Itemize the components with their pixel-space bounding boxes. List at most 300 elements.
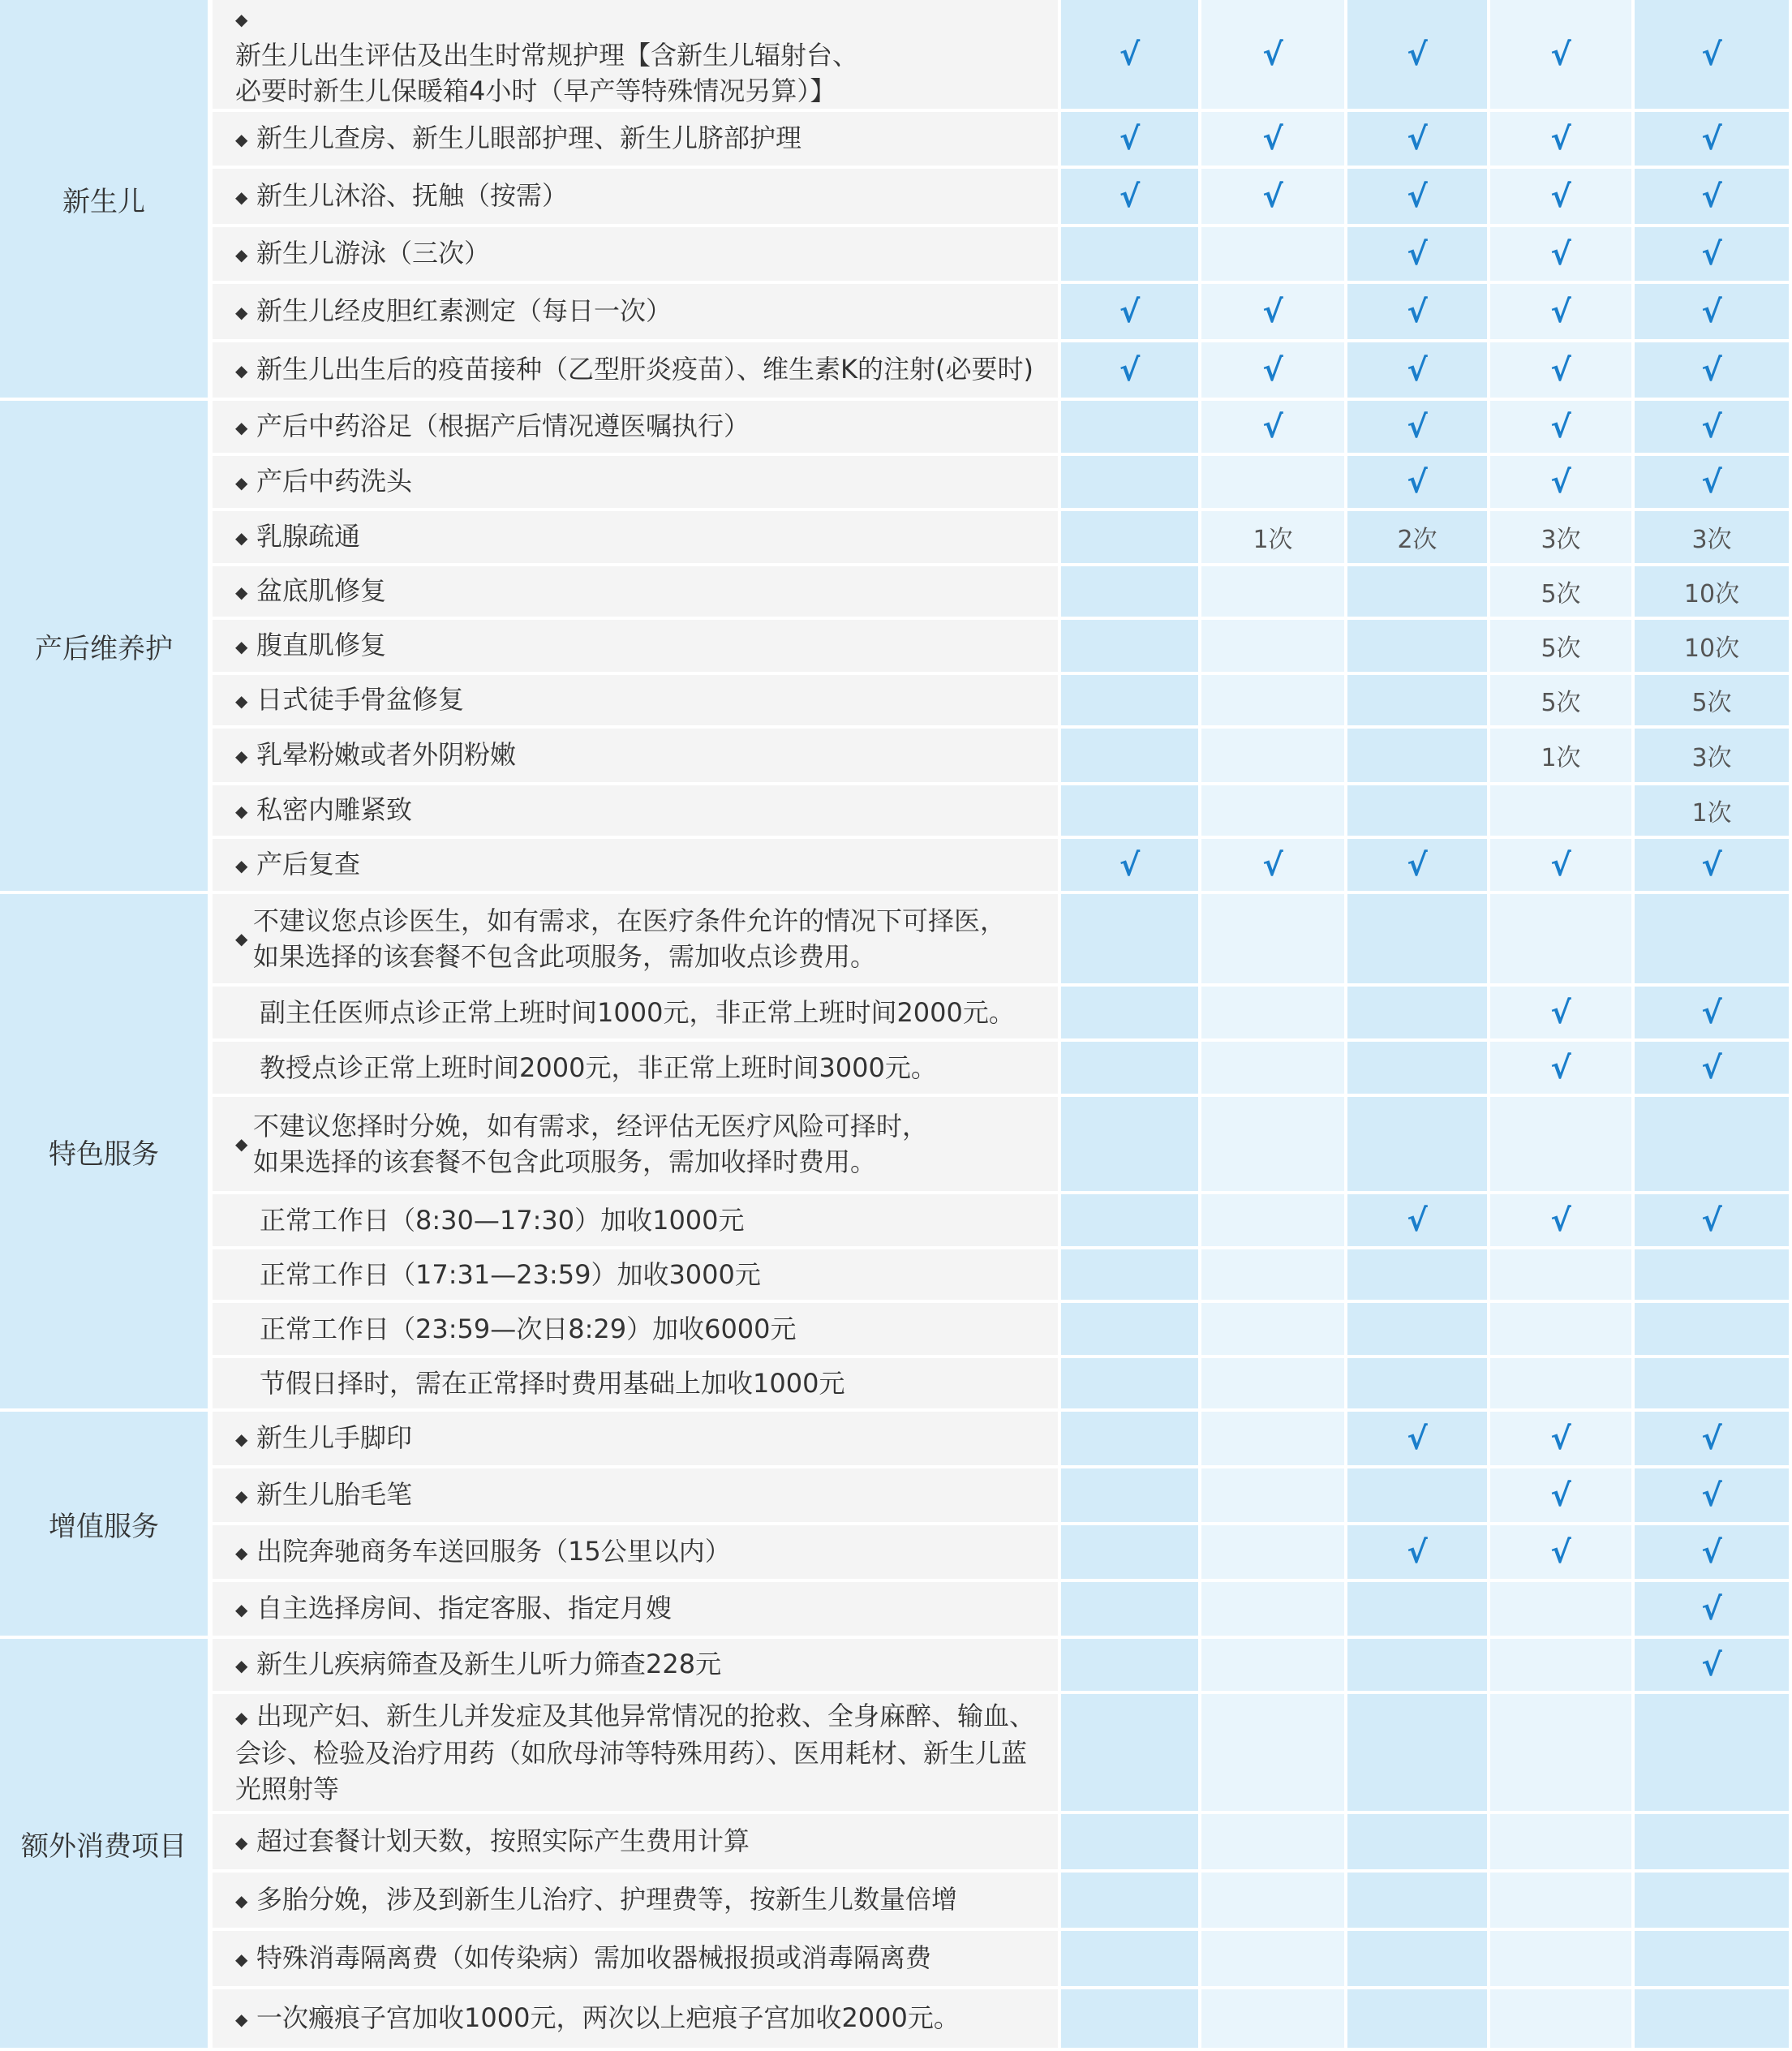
description-line: 产后中药洗头 — [256, 466, 413, 497]
description-line: 正常工作日（23:59—次日8:29）加收6000元 — [260, 1314, 797, 1344]
package-2-cell — [1201, 785, 1347, 839]
package-1-cell — [1061, 620, 1201, 675]
checkmark-icon: √ — [1262, 352, 1283, 388]
package-2-cell — [1201, 1468, 1347, 1525]
table-row — [0, 1468, 1792, 1525]
description-line: 新生儿出生后的疫苗接种（乙型肝炎疫苗）、维生素K的注射(必要时) — [256, 354, 1034, 385]
package-3-cell — [1347, 169, 1490, 227]
diamond-bullet-icon: ◆ — [235, 418, 248, 437]
description-line: 新生儿沐浴、抚触（按需） — [256, 180, 569, 211]
package-4-cell — [1490, 1194, 1635, 1249]
package-2-cell — [1201, 1989, 1347, 2051]
description-line: 不建议您点诊医生，如有需求，在医疗条件允许的情况下可择医， — [253, 905, 1007, 936]
package-2-cell — [1201, 1814, 1347, 1873]
package-4-cell — [1490, 1468, 1635, 1525]
checkmark-icon: √ — [1407, 178, 1428, 214]
table-row — [0, 1194, 1792, 1249]
diamond-bullet-icon: ◆ — [235, 856, 248, 875]
count-value: 2次 — [1397, 526, 1437, 554]
package-2-cell — [1201, 284, 1347, 342]
package-4-cell — [1490, 1042, 1635, 1097]
package-5-cell — [1635, 227, 1792, 284]
package-5-cell — [1635, 1525, 1792, 1582]
package-5-cell — [1635, 1582, 1792, 1639]
package-2-cell — [1201, 987, 1347, 1042]
checkmark-icon: √ — [1407, 37, 1428, 72]
package-4-cell — [1490, 1814, 1635, 1873]
package-3-cell — [1347, 1989, 1490, 2051]
package-4-cell — [1490, 342, 1635, 401]
table-row — [0, 227, 1792, 284]
table-row — [0, 0, 1792, 112]
package-1-cell — [1061, 1468, 1201, 1525]
package-2-cell — [1201, 1249, 1347, 1303]
package-2-cell — [1201, 839, 1347, 894]
package-1-cell — [1061, 1525, 1201, 1582]
item-description — [213, 1931, 1061, 1989]
package-4-cell — [1490, 169, 1635, 227]
package-5-cell — [1635, 987, 1792, 1042]
description-line: 新生儿经皮胆红素测定（每日一次） — [256, 295, 673, 326]
package-1-cell — [1061, 1814, 1201, 1873]
description-line: 新生儿疾病筛查及新生儿听力筛查228元 — [256, 1649, 722, 1679]
package-4-cell — [1490, 112, 1635, 169]
package-1-cell — [1061, 987, 1201, 1042]
count-value: 1次 — [1541, 744, 1581, 772]
checkmark-icon: √ — [1701, 1534, 1722, 1570]
table-row — [0, 169, 1792, 227]
package-1-cell — [1061, 1694, 1201, 1814]
item-description — [213, 1582, 1061, 1639]
checkmark-icon: √ — [1407, 1421, 1428, 1456]
package-3-cell — [1347, 1814, 1490, 1873]
description-line: 必要时新生儿保暖箱4小时（早产等特殊情况另算）】 — [235, 75, 836, 106]
package-1-cell — [1061, 112, 1201, 169]
package-1-cell — [1061, 1412, 1201, 1468]
checkmark-icon: √ — [1262, 178, 1283, 214]
description-line: 新生儿手脚印 — [256, 1422, 413, 1453]
table-row — [0, 987, 1792, 1042]
package-2-cell — [1201, 1412, 1347, 1468]
table-row — [0, 511, 1792, 566]
package-3-cell — [1347, 785, 1490, 839]
package-3-cell — [1347, 1042, 1490, 1097]
description-line: 产后复查 — [256, 849, 361, 879]
item-description — [213, 620, 1061, 675]
item-description — [213, 566, 1061, 620]
package-2-cell — [1201, 1582, 1347, 1639]
diamond-bullet-icon: ◆ — [235, 746, 248, 766]
table-row — [0, 284, 1792, 342]
count-value: 3次 — [1541, 526, 1581, 554]
item-description — [213, 1525, 1061, 1582]
checkmark-icon: √ — [1407, 409, 1428, 445]
item-description — [213, 1412, 1061, 1468]
description-line: 副主任医师点诊正常上班时间1000元，非正常上班时间2000元。 — [260, 997, 1015, 1028]
description-line: 新生儿游泳（三次） — [256, 238, 491, 269]
package-2-cell — [1201, 1931, 1347, 1989]
category-label: 新生儿 — [0, 0, 213, 401]
package-3-cell — [1347, 729, 1490, 785]
package-5-cell — [1635, 1194, 1792, 1249]
package-2-cell — [1201, 620, 1347, 675]
checkmark-icon: √ — [1701, 352, 1722, 388]
diamond-bullet-icon: ◆ — [235, 528, 248, 548]
package-2-cell — [1201, 112, 1347, 169]
item-description — [213, 342, 1061, 401]
item-description — [213, 1097, 1061, 1194]
package-5-cell — [1635, 566, 1792, 620]
table-row — [0, 1525, 1792, 1582]
diamond-bullet-icon: ◆ — [235, 187, 248, 207]
package-5-cell — [1635, 1249, 1792, 1303]
count-value: 3次 — [1691, 744, 1732, 772]
package-5-cell — [1635, 1694, 1792, 1814]
package-1-cell — [1061, 1989, 1201, 2051]
description-line: 正常工作日（17:31—23:59）加收3000元 — [260, 1259, 761, 1290]
diamond-bullet-icon: ◆ — [235, 1833, 248, 1852]
description-line: 产后中药浴足（根据产后情况遵医嘱执行） — [256, 411, 750, 441]
package-2-cell — [1201, 1042, 1347, 1097]
description-line: 如果选择的该套餐不包含此项服务，需加收点诊费用。 — [253, 941, 877, 972]
checkmark-icon: √ — [1407, 1534, 1428, 1570]
package-5-cell — [1635, 1097, 1792, 1194]
package-5-cell — [1635, 620, 1792, 675]
table-row — [0, 1097, 1792, 1194]
package-2-cell — [1201, 566, 1347, 620]
item-description — [213, 729, 1061, 785]
checkmark-icon: √ — [1407, 464, 1428, 500]
checkmark-icon: √ — [1701, 178, 1722, 214]
package-3-cell — [1347, 112, 1490, 169]
checkmark-icon: √ — [1550, 464, 1571, 500]
item-description — [213, 1249, 1061, 1303]
description-line: 正常工作日（8:30—17:30）加收1000元 — [260, 1205, 745, 1236]
package-4-cell — [1490, 456, 1635, 511]
package-1-cell — [1061, 785, 1201, 839]
table-row — [0, 1814, 1792, 1873]
description-line: 节假日择时，需在正常择时费用基础上加收1000元 — [260, 1368, 845, 1399]
count-value: 1次 — [1253, 526, 1293, 554]
table-row — [0, 566, 1792, 620]
package-3-cell — [1347, 1468, 1490, 1525]
package-1-cell — [1061, 1639, 1201, 1694]
count-value: 1次 — [1691, 799, 1732, 828]
item-description — [213, 785, 1061, 839]
package-4-cell — [1490, 1989, 1635, 2051]
description-line: 超过套餐计划天数，按照实际产生费用计算 — [256, 1825, 750, 1856]
package-4-cell — [1490, 284, 1635, 342]
diamond-bullet-icon: ◆ — [235, 10, 248, 29]
table-row — [0, 1582, 1792, 1639]
package-4-cell — [1490, 1358, 1635, 1412]
table-row — [0, 1303, 1792, 1358]
package-4-cell — [1490, 987, 1635, 1042]
diamond-bullet-icon: ◆ — [235, 1656, 248, 1675]
table-row — [0, 1873, 1792, 1931]
package-3-cell — [1347, 1525, 1490, 1582]
diamond-bullet-icon: ◆ — [235, 245, 248, 264]
item-description — [213, 839, 1061, 894]
package-3-cell — [1347, 1303, 1490, 1358]
item-description — [213, 675, 1061, 729]
package-1-cell — [1061, 511, 1201, 566]
diamond-bullet-icon: ◆ — [235, 303, 248, 322]
description-line: 新生儿胎毛笔 — [256, 1479, 413, 1510]
package-3-cell — [1347, 1412, 1490, 1468]
count-value: 10次 — [1683, 580, 1740, 608]
package-3-cell — [1347, 511, 1490, 566]
description-line: 一次瘢痕子宫加收1000元，两次以上疤痕子宫加收2000元。 — [256, 2002, 960, 2033]
description-line: 出院奔驰商务车送回服务（15公里以内） — [256, 1536, 731, 1567]
checkmark-icon: √ — [1262, 409, 1283, 445]
package-1-cell — [1061, 1873, 1201, 1931]
package-4-cell — [1490, 566, 1635, 620]
table-row — [0, 401, 1792, 456]
description-line: 乳晕粉嫩或者外阴粉嫩 — [256, 739, 517, 770]
checkmark-icon: √ — [1701, 847, 1722, 883]
item-description — [213, 401, 1061, 456]
item-description — [213, 987, 1061, 1042]
item-description — [213, 1639, 1061, 1694]
item-description — [213, 894, 1061, 987]
table-row — [0, 1989, 1792, 2051]
package-3-cell — [1347, 456, 1490, 511]
package-1-cell — [1061, 227, 1201, 284]
package-4-cell — [1490, 785, 1635, 839]
package-3-cell — [1347, 1097, 1490, 1194]
diamond-bullet-icon: ◆ — [235, 1486, 248, 1506]
checkmark-icon: √ — [1550, 352, 1571, 388]
item-description — [213, 511, 1061, 566]
package-1-cell — [1061, 401, 1201, 456]
checkmark-icon: √ — [1262, 121, 1283, 157]
diamond-bullet-icon: ◆ — [235, 1891, 248, 1911]
checkmark-icon: √ — [1701, 236, 1722, 272]
diamond-bullet-icon: ◆ — [235, 637, 248, 656]
package-1-cell — [1061, 894, 1201, 987]
package-2-cell — [1201, 1194, 1347, 1249]
package-3-cell — [1347, 1694, 1490, 1814]
package-3-cell — [1347, 1582, 1490, 1639]
checkmark-icon: √ — [1701, 1591, 1722, 1627]
package-3-cell — [1347, 894, 1490, 987]
description-line: 日式徒手骨盆修复 — [256, 684, 465, 715]
checkmark-icon: √ — [1701, 294, 1722, 329]
package-4-cell — [1490, 675, 1635, 729]
package-3-cell — [1347, 987, 1490, 1042]
package-2-cell — [1201, 1525, 1347, 1582]
diamond-bullet-icon: ◆ — [235, 2010, 248, 2029]
table-row — [0, 342, 1792, 401]
category-label: 额外消费项目 — [0, 1639, 213, 2051]
package-2-cell — [1201, 511, 1347, 566]
table-row — [0, 1042, 1792, 1097]
description-text: 出现产妇、新生儿并发症及其他异常情况的抢救、全身麻醉、输血、 — [256, 1701, 1036, 1731]
item-description — [213, 1468, 1061, 1525]
package-3-cell — [1347, 675, 1490, 729]
package-2-cell — [1201, 675, 1347, 729]
package-2-cell — [1201, 729, 1347, 785]
package-4-cell — [1490, 401, 1635, 456]
table-row — [0, 1694, 1792, 1814]
package-4-cell — [1490, 729, 1635, 785]
category-label: 特色服务 — [0, 894, 213, 1412]
category-label: 产后维养护 — [0, 401, 213, 894]
package-1-cell — [1061, 1303, 1201, 1358]
table-row — [0, 456, 1792, 511]
table-row — [0, 1412, 1792, 1468]
description-line: 盆底肌修复 — [256, 575, 387, 606]
package-5-cell — [1635, 1873, 1792, 1931]
count-value: 10次 — [1683, 634, 1740, 663]
checkmark-icon: √ — [1550, 121, 1571, 157]
diamond-bullet-icon: ◆ — [235, 1708, 248, 1727]
diamond-bullet-icon: ◆ — [235, 1134, 248, 1154]
diamond-bullet-icon: ◆ — [235, 583, 248, 602]
package-1-cell — [1061, 342, 1201, 401]
category-label: 增值服务 — [0, 1412, 213, 1639]
package-2-cell — [1201, 1873, 1347, 1931]
diamond-bullet-icon: ◆ — [235, 802, 248, 821]
checkmark-icon: √ — [1407, 294, 1428, 329]
package-3-cell — [1347, 1194, 1490, 1249]
description-line: 多胎分娩，涉及到新生儿治疗、护理费等，按新生儿数量倍增 — [256, 1884, 958, 1915]
checkmark-icon: √ — [1262, 294, 1283, 329]
package-5-cell — [1635, 0, 1792, 112]
count-value: 5次 — [1691, 689, 1732, 717]
checkmark-icon: √ — [1701, 1421, 1722, 1456]
package-3-cell — [1347, 1873, 1490, 1931]
package-2-cell — [1201, 401, 1347, 456]
package-2-cell — [1201, 342, 1347, 401]
diamond-bullet-icon: ◆ — [235, 473, 248, 492]
checkmark-icon: √ — [1119, 352, 1141, 388]
package-4-cell — [1490, 1931, 1635, 1989]
package-4-cell — [1490, 0, 1635, 112]
package-5-cell — [1635, 511, 1792, 566]
item-description — [213, 169, 1061, 227]
checkmark-icon: √ — [1701, 409, 1722, 445]
checkmark-icon: √ — [1407, 121, 1428, 157]
checkmark-icon: √ — [1262, 847, 1283, 883]
checkmark-icon: √ — [1407, 847, 1428, 883]
package-3-cell — [1347, 839, 1490, 894]
diamond-bullet-icon: ◆ — [235, 1950, 248, 1969]
description-line: 会诊、检验及治疗用药（如欣母沛等特殊用药）、医用耗材、新生儿蓝 — [235, 1738, 1028, 1769]
package-4-cell — [1490, 894, 1635, 987]
package-2-cell — [1201, 227, 1347, 284]
checkmark-icon: √ — [1119, 294, 1141, 329]
package-4-cell — [1490, 1097, 1635, 1194]
checkmark-icon: √ — [1119, 847, 1141, 883]
item-description — [213, 1814, 1061, 1873]
checkmark-icon: √ — [1119, 37, 1141, 72]
description-line: 新生儿出生评估及出生时常规护理【含新生儿辐射台、 — [235, 40, 859, 71]
checkmark-icon: √ — [1262, 37, 1283, 72]
table-row — [0, 894, 1792, 987]
package-4-cell — [1490, 1525, 1635, 1582]
package-1-cell — [1061, 1042, 1201, 1097]
description-line: 私密内雕紧致 — [256, 794, 413, 825]
package-1-cell — [1061, 1358, 1201, 1412]
package-3-cell — [1347, 401, 1490, 456]
package-1-cell — [1061, 839, 1201, 894]
item-description — [213, 1873, 1061, 1931]
package-3-cell — [1347, 1249, 1490, 1303]
package-5-cell — [1635, 839, 1792, 894]
checkmark-icon: √ — [1701, 1477, 1722, 1513]
description-line: 乳腺疏通 — [256, 521, 361, 552]
package-1-cell — [1061, 1194, 1201, 1249]
package-5-cell — [1635, 675, 1792, 729]
item-description — [213, 1042, 1061, 1097]
package-3-cell — [1347, 1931, 1490, 1989]
table-row — [0, 112, 1792, 169]
package-1-cell — [1061, 0, 1201, 112]
package-5-cell — [1635, 785, 1792, 839]
checkmark-icon: √ — [1550, 847, 1571, 883]
package-1-cell — [1061, 284, 1201, 342]
package-2-cell — [1201, 1639, 1347, 1694]
package-3-cell — [1347, 566, 1490, 620]
item-description — [213, 284, 1061, 342]
package-5-cell — [1635, 342, 1792, 401]
package-3-cell — [1347, 1358, 1490, 1412]
package-5-cell — [1635, 1639, 1792, 1694]
package-5-cell — [1635, 1303, 1792, 1358]
table-row — [0, 729, 1792, 785]
item-description — [213, 0, 1061, 112]
package-4-cell — [1490, 1873, 1635, 1931]
package-5-cell — [1635, 401, 1792, 456]
checkmark-icon: √ — [1701, 464, 1722, 500]
diamond-bullet-icon: ◆ — [235, 1430, 248, 1449]
item-description — [213, 1989, 1061, 2051]
count-value: 5次 — [1541, 634, 1581, 663]
checkmark-icon: √ — [1701, 37, 1722, 72]
description-line: 教授点诊正常上班时间2000元，非正常上班时间3000元。 — [260, 1052, 937, 1083]
package-4-cell — [1490, 620, 1635, 675]
package-4-cell — [1490, 1412, 1635, 1468]
item-description — [213, 1303, 1061, 1358]
diamond-bullet-icon: ◆ — [235, 1543, 248, 1563]
description-line: 特殊消毒隔离费（如传染病）需加收器械报损或消毒隔离费 — [256, 1942, 932, 1973]
table-row — [0, 1249, 1792, 1303]
package-5-cell — [1635, 1468, 1792, 1525]
package-5-cell — [1635, 1989, 1792, 2051]
package-3-cell — [1347, 284, 1490, 342]
package-2-cell — [1201, 1358, 1347, 1412]
item-description — [213, 112, 1061, 169]
package-4-cell — [1490, 511, 1635, 566]
package-5-cell — [1635, 1931, 1792, 1989]
diamond-bullet-icon: ◆ — [235, 691, 248, 711]
package-5-cell — [1635, 1042, 1792, 1097]
checkmark-icon: √ — [1701, 1202, 1722, 1238]
table-row — [0, 785, 1792, 839]
item-description — [213, 1694, 1061, 1814]
description-line: 不建议您择时分娩，如有需求，经评估无医疗风险可择时， — [253, 1111, 929, 1142]
package-5-cell — [1635, 1412, 1792, 1468]
package-5-cell — [1635, 1358, 1792, 1412]
package-4-cell — [1490, 1303, 1635, 1358]
item-description — [213, 456, 1061, 511]
package-1-cell — [1061, 1582, 1201, 1639]
checkmark-icon: √ — [1407, 236, 1428, 272]
package-4-cell — [1490, 227, 1635, 284]
package-5-cell — [1635, 729, 1792, 785]
